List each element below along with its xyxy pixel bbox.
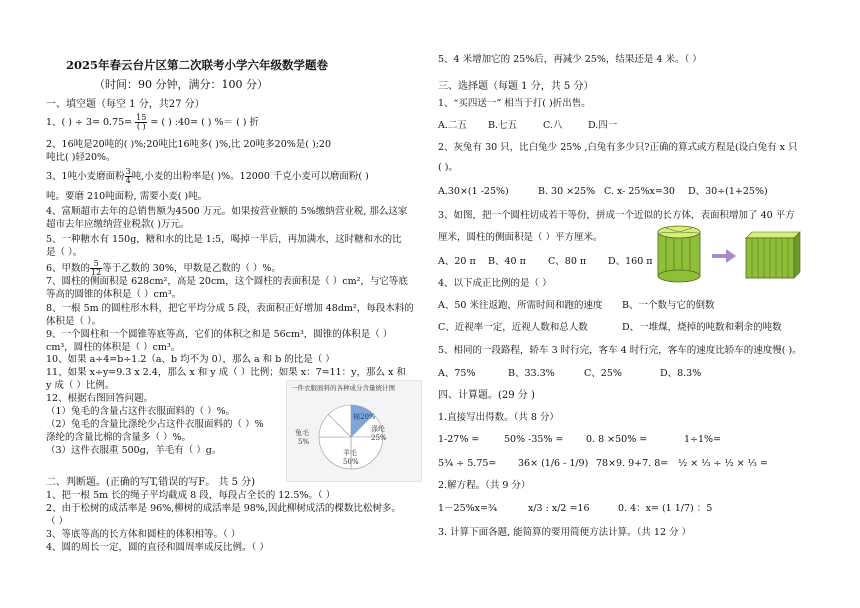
- pie-chart-title: 一件衣服面料的各种成分含量统计图: [291, 384, 395, 392]
- question-10: 10、如果 a÷4=b÷1.2（a、b 均不为 0），那么 a 和 b 的比是（ ）: [46, 354, 335, 365]
- choice-3-option-c: C、80 π: [548, 256, 587, 267]
- choice-4-option-a: A、50 米往返跑，所需时间和跑的速度: [438, 300, 603, 311]
- judge-1: 1、把一根 5m 长的绳子平均截成 8 段，每段占全长的 12.5%。（ ）: [46, 490, 336, 501]
- question-8-line-2: 体积是（ ）。: [46, 316, 102, 327]
- question-8-line-1: 8、一根 5m 的圆柱形木料，把它平均分成 5 段，表面积正好增加 48dm²，每段木料的: [46, 303, 414, 314]
- pie-label-wool-pct: 50%: [343, 458, 359, 466]
- judge-2-line-1: 2、由于松树的成活率是 96%,柳树的成活率是 98%,因此柳树成活的棵数比松树多。: [46, 503, 401, 514]
- choice-3-option-a: A、20 π: [438, 256, 476, 267]
- choice-5: 5、相同的一段路程，轿车 3 时行完，客车 4 时行完，客车的速度比轿车的速度慢( )。: [438, 345, 802, 356]
- cylinder-figure-svg: [654, 222, 804, 286]
- calc-part-1-heading: 1.直接写出得数。（共 8 分）: [438, 412, 559, 423]
- equation-3: 0. 4：x= (1 1/7) ：5: [618, 503, 713, 514]
- question-2-line-2: 吨比( )轻20%。: [46, 152, 116, 163]
- choice-4: 4、以下成正比例的是（ ）: [438, 278, 552, 289]
- fabric-pie-chart: [286, 380, 422, 482]
- calc-part-3-heading: 3. 计算下面各题, 能简算的要用简便方法计算。（共 12 分 ）: [438, 527, 692, 538]
- choice-2-option-d: D、30÷(1+25%): [688, 186, 768, 197]
- fraction-15-over-blank: $\frac{15}{( )}$: [136, 113, 147, 131]
- question-12-part-1: （1）兔毛的含量占这件衣服面料的（ ）%。: [46, 406, 236, 417]
- section-multiple-choice: 三、选择题（每题 1 分，共 5 分）: [438, 81, 594, 92]
- pie-label-polyester: 涤纶: [371, 425, 385, 433]
- question-12: 12、根据右图回答问题。: [46, 393, 154, 404]
- question-7-line-1: 7、圆柱的侧面积是 628cm²，高是 20cm，这个圆柱的表面积是（ ）cm²，与它等底: [46, 276, 408, 287]
- calc-1-item-7: 78×9. 9+7. 8=: [596, 458, 669, 469]
- pie-label-cotton: 棉20%: [353, 413, 376, 421]
- choice-2-line-2: ( )。: [438, 162, 458, 173]
- choice-1-option-b: B.七五: [488, 120, 518, 131]
- section-true-false: 二、判断题。(正确的写T,错误的写F。 共 5 分): [46, 477, 256, 488]
- question-6: 6、甲数的 $\frac{5}{12}$ 等于乙数的 30%，甲数是乙数的（ ）%。: [46, 259, 281, 277]
- question-11-line-1: 11、如果 x÷y=9.3 x 2.4，那么 x 和 y 成（ ）比例；如果 x：7=11：y，那么 x 和: [46, 367, 406, 378]
- choice-2-option-c: C. x- 25%x=30: [604, 186, 675, 197]
- choice-1-option-a: A.二五: [438, 120, 467, 131]
- choice-1: 1、“买四送一” 相当于打( )折出售。: [438, 98, 591, 109]
- question-4-line-1: 4、富顺超市去年的总销售额为4500 万元。如果按营业额的 5%缴纳营业税, 那么这家: [46, 206, 408, 217]
- judge-2-line-2: （ ）: [46, 516, 69, 527]
- question-2-line-1: 2、16吨是20吨的( )%;20吨比16吨多( )%,比 20吨多20%是( );20: [46, 139, 331, 150]
- question-3-line-1: 3、1吨小麦磨面粉 $\frac{3}{4}$ 吨,小麦的出粉率是( )%。12000 千克小麦可以磨面粉( ): [46, 167, 369, 185]
- question-11-line-2: y 成（ ）比例。: [46, 380, 115, 391]
- choice-1-option-c: C.八: [543, 120, 563, 131]
- judge-4: 4、圆的周长一定，圆的直径和圆周率成反比例。（ ）: [46, 542, 269, 553]
- calc-part-2-heading: 2.解方程。（共 9 分）: [438, 480, 531, 491]
- choice-3-option-d: D、160 π: [608, 256, 653, 267]
- question-7-line-2: 等高的圆锥的体积是（ ）cm³。: [46, 289, 182, 300]
- choice-5-option-d: D、8.3%: [660, 368, 702, 379]
- equation-2: x/3 : x/2 =16: [528, 503, 590, 514]
- judge-3: 3、等底等高的长方体和圆柱的体积相等。（ ）: [46, 529, 241, 540]
- page-title: 2025年春云台片区第二次联考小学六年级数学题卷: [66, 58, 329, 72]
- question-12-part-3: （3）这件衣服重 500g，羊毛有（ ）g。: [46, 445, 222, 456]
- question-12-part-2-line-2: 涤纶的含量比棉的含量多（ ）%。: [46, 432, 192, 443]
- choice-3-line-2: 厘米，圆柱的侧面积是（ ）平方厘米。: [438, 232, 603, 243]
- question-12-part-2-line-1: （2）兔毛的含量比涤纶少占这件衣服面料的（ ）%: [46, 419, 264, 430]
- fraction-five-twelfths: $\frac{5}{12}$: [91, 259, 102, 277]
- question-3-line-2: 吨。要磨 210吨面粉, 需要小麦( )吨。: [46, 191, 208, 202]
- question-5-line-2: 是（ ）。: [46, 247, 83, 258]
- question-1: 1、( ) ÷ 3= 0.75= $\frac{15}{( )}$ = ( ) :40= ( ) %＝ ( ) 折: [46, 113, 260, 131]
- question-9-line-1: 9、一个圆柱和一个圆锥等底等高，它们的体积之和是 56cm³，圆锥的体积是（ ）: [46, 329, 393, 340]
- choice-1-option-d: D.四一: [588, 120, 618, 131]
- choice-4-option-d: D、一堆煤，烧掉的吨数和剩余的吨数: [622, 322, 782, 333]
- choice-3-option-b: B、40 π: [488, 256, 526, 267]
- choice-4-option-c: C、近视率一定，近视人数和总人数: [438, 322, 588, 333]
- question-5-line-1: 5、一种糖水有 150g，糖和水的比是 1:5，喝掉一半后，再加满水，这时糖和水的比: [46, 234, 402, 245]
- choice-2-line-1: 2、灰兔有 30 只，比白兔少 25% ,白兔有多少只?正确的算式或方程是(设白兔有 x 只: [438, 142, 798, 153]
- section-fill-blank: 一、填空题（每空 1 分，共27 分）: [46, 99, 205, 110]
- calc-1-item-1: 1-27% =: [438, 434, 480, 445]
- question-4-line-2: 超市去年应缴纳营业税款( )万元。: [46, 219, 190, 230]
- choice-2-option-a: A.30×(1 -25%): [438, 186, 509, 197]
- choice-5-option-c: C、25%: [584, 368, 622, 379]
- choice-3-line-1: 3、如图，把一个圆柱切成若干等份，拼成一个近似的长方体，表面积增加了 40 平方: [438, 210, 795, 221]
- pie-label-wool: 羊毛: [343, 449, 357, 457]
- choice-4-option-b: B、一个数与它的倒数: [622, 300, 715, 311]
- question-9-line-2: cm³，圆柱的体积是（ ）cm³。: [46, 342, 181, 353]
- calc-1-item-4: 1÷1%=: [684, 434, 722, 445]
- cylinder-to-cuboid-figure: [654, 222, 804, 286]
- equation-1: 1－25%x=¾: [438, 503, 498, 514]
- calc-1-item-3: 0. 8 ×50% =: [586, 434, 648, 445]
- section-calculation: 四、计算题。(29 分 ): [438, 390, 535, 401]
- page-subtitle: （时间：90 分钟，满分：100 分）: [94, 78, 268, 91]
- calc-1-item-2: 50% -35% =: [504, 434, 564, 445]
- pie-label-rabbit: 兔毛: [295, 429, 309, 437]
- fraction-three-quarters: $\frac{3}{4}$: [125, 167, 131, 185]
- choice-2-option-b: B. 30 ×25%: [538, 186, 596, 197]
- calc-1-item-6: 36× (1/6 - 1/9): [518, 458, 589, 469]
- choice-5-option-a: A、75%: [438, 368, 476, 379]
- choice-5-option-b: B、33.3%: [508, 368, 555, 379]
- calc-1-item-5: 5¾ ÷ 5.75=: [438, 458, 497, 469]
- pie-label-rabbit-pct: 5%: [298, 438, 310, 446]
- pie-label-polyester-pct: 25%: [371, 434, 387, 442]
- calc-1-item-8: ½ × ⅓ ÷ ½ × ⅓ =: [678, 458, 768, 469]
- judge-5: 5、4 米增加它的 25%后，再减少 25%，结果还是 4 米。（ ）: [438, 54, 702, 65]
